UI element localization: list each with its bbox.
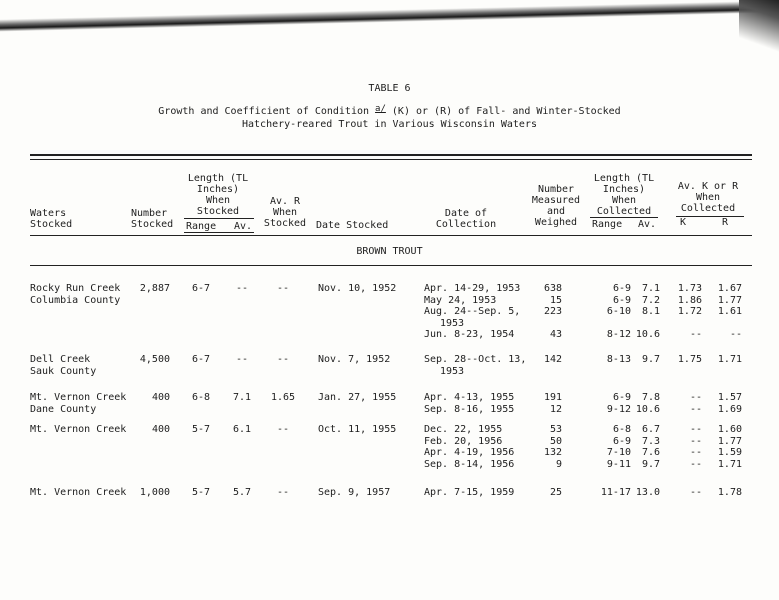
header-range-collected: Range [592, 219, 623, 230]
range-collected: 9-12 [606, 403, 631, 415]
header-number-stocked [131, 208, 173, 230]
collection-date: Apr. 4-13, 1955 [424, 392, 515, 403]
range-collected: 7-10 [606, 447, 631, 458]
header-ls-1: Length (TL [187, 173, 249, 184]
range-collected: 9-11 [606, 458, 631, 470]
r-value: 1.69 [717, 403, 742, 415]
av-collected: 13.0 [635, 487, 660, 498]
header-measured-1: Number [537, 184, 575, 195]
range-collected: 6-9 [612, 283, 631, 294]
water-name: Dell Creek [30, 354, 91, 365]
k-value: -- [689, 329, 702, 340]
title-text-a: Growth and Coefficient of Condition [158, 106, 376, 117]
range-collected: 6-9 [612, 392, 631, 403]
r-value: 1.78 [717, 487, 742, 498]
top-rule [30, 154, 752, 156]
number-measured: 638 [543, 283, 562, 294]
number-measured: 50 [549, 435, 562, 447]
avr-stocked: 1.65 [270, 392, 296, 403]
header-collection-1: Date of [444, 208, 488, 219]
top-rule-thin [30, 159, 752, 160]
water-name: Dane County [30, 403, 97, 415]
range-stocked: 6-7 [191, 283, 211, 294]
r-value: 1.60 [717, 424, 742, 435]
avr-stocked: -- [276, 487, 290, 498]
av-stocked: -- [235, 354, 249, 365]
k-value: -- [689, 392, 702, 403]
collection-date: Feb. 20, 1956 [424, 435, 503, 447]
av-stocked: 7.1 [232, 392, 252, 403]
r-value: 1.61 [717, 306, 742, 317]
header-kr-collected [672, 181, 744, 214]
av-collected: 7.1 [641, 283, 660, 294]
header-avr-3: Stocked [263, 218, 307, 229]
r-value: 1.59 [717, 447, 742, 458]
collection-date: Sep. 28--Oct. 13, [424, 354, 527, 365]
water-name: Mt. Vernon Creek [30, 392, 127, 403]
collection-date: Aug. 24--Sep. 5, [424, 306, 521, 317]
k-value: -- [689, 424, 702, 435]
header-kr-3: Collected [680, 203, 736, 214]
number-measured: 191 [543, 392, 562, 403]
r-value: 1.67 [717, 283, 742, 294]
av-stocked: -- [235, 283, 249, 294]
k-value: -- [689, 458, 702, 470]
header-k: K [680, 217, 687, 228]
date-stocked: Nov. 7, 1952 [318, 354, 391, 365]
av-collected: 10.6 [635, 329, 660, 340]
range-stocked: 6-7 [191, 354, 211, 365]
water-name: Rocky Run Creek [30, 283, 121, 294]
avr-stocked: -- [276, 424, 290, 435]
length-stocked-rule [184, 218, 254, 219]
header-collection-2: Collection [435, 219, 497, 230]
number-stocked: 400 [151, 424, 170, 435]
header-avr-1: Av. R [269, 196, 301, 207]
collection-date: Dec. 22, 1955 [424, 424, 503, 435]
av-collected: 7.2 [641, 294, 660, 306]
avr-stocked: -- [276, 354, 290, 365]
header-lc-4: Collected [596, 206, 652, 217]
avr-stocked: -- [276, 283, 290, 294]
r-value: 1.71 [717, 458, 742, 470]
number-measured: 25 [549, 487, 562, 498]
section-brown-trout: BROWN TROUT [356, 246, 423, 257]
date-stocked: Jan. 27, 1955 [318, 392, 397, 403]
header-measured-2: Measured [531, 195, 581, 206]
number-measured: 132 [543, 447, 562, 458]
header-measured [530, 184, 582, 228]
header-av-stocked: Av. [234, 221, 253, 232]
av-stocked: 5.7 [232, 487, 252, 498]
number-stocked: 400 [151, 392, 170, 403]
k-value: 1.72 [677, 306, 702, 317]
collection-date: May 24, 1953 [424, 294, 497, 306]
av-collected: 6.7 [641, 424, 660, 435]
av-collected: 9.7 [641, 458, 660, 470]
header-lc-3: When [611, 195, 637, 206]
title-footnote-mark: a/ [375, 104, 386, 114]
header-length-stocked [182, 173, 254, 217]
collection-date: Apr. 4-19, 1956 [424, 447, 515, 458]
header-av-collected: Av. [638, 219, 657, 230]
header-waters [30, 208, 72, 230]
r-value: 1.77 [717, 435, 742, 447]
header-measured-4: Weighed [534, 217, 578, 228]
length-collected-rule [590, 217, 658, 218]
range-stocked: 5-7 [191, 487, 211, 498]
number-stocked: 4,500 [139, 354, 170, 365]
number-measured: 43 [549, 329, 562, 340]
header-waters-2: Stocked [30, 219, 73, 230]
header-kr-1: Av. K or R [677, 181, 739, 192]
date-stocked: Sep. 9, 1957 [318, 487, 391, 498]
av-collected: 9.7 [641, 354, 660, 365]
length-stocked-rule-bottom [184, 232, 254, 233]
header-lc-1: Length (TL [593, 173, 655, 184]
r-value: -- [729, 329, 742, 340]
range-stocked: 5-7 [191, 424, 211, 435]
collection-date: Apr. 7-15, 1959 [424, 487, 515, 498]
range-collected: 6-8 [612, 424, 631, 435]
range-collected: 6-9 [612, 294, 631, 306]
k-value: 1.73 [677, 283, 702, 294]
table-title-line1 [0, 106, 779, 117]
collection-date: 1953 [440, 317, 465, 329]
r-value: 1.77 [717, 294, 742, 306]
av-collected: 7.8 [641, 392, 660, 403]
header-waters-1: Waters [30, 208, 67, 219]
water-name: Mt. Vernon Creek [30, 487, 127, 498]
header-kr-2: When [695, 192, 721, 203]
scan-shadow-corner [739, 0, 779, 60]
water-name: Sauk County [30, 365, 97, 377]
number-measured: 223 [543, 306, 562, 317]
title-text-b: (K) or (R) of Fall- and Winter-Stocked [385, 106, 621, 117]
collection-date: Sep. 8-16, 1955 [424, 403, 515, 415]
header-date-stocked: Date Stocked [316, 220, 389, 231]
av-collected: 10.6 [635, 403, 660, 415]
range-collected: 8-13 [606, 354, 631, 365]
range-collected: 6-9 [612, 435, 631, 447]
k-value: 1.75 [677, 354, 702, 365]
header-r: R [722, 217, 729, 228]
header-measured-3: and [546, 206, 566, 217]
collection-date: Apr. 14-29, 1953 [424, 283, 521, 294]
number-measured: 15 [549, 294, 562, 306]
collection-date: Sep. 8-14, 1956 [424, 458, 515, 470]
table-label: TABLE 6 [368, 83, 411, 94]
av-collected: 7.3 [641, 435, 660, 447]
range-collected: 8-12 [606, 329, 631, 340]
k-value: -- [689, 447, 702, 458]
header-ls-3: When [205, 195, 231, 206]
k-value: -- [689, 403, 702, 415]
header-avr-stocked [261, 196, 309, 229]
collection-date: Jun. 8-23, 1954 [424, 329, 515, 340]
number-measured: 142 [543, 354, 562, 365]
section-rule [30, 265, 752, 266]
k-value: 1.86 [677, 294, 702, 306]
number-measured: 53 [549, 424, 562, 435]
k-value: -- [689, 435, 702, 447]
header-avr-2: When [272, 207, 298, 218]
date-stocked: Oct. 11, 1955 [318, 424, 397, 435]
range-collected: 6-10 [606, 306, 631, 317]
av-collected: 8.1 [641, 306, 660, 317]
number-stocked: 1,000 [139, 487, 170, 498]
k-value: -- [689, 487, 702, 498]
r-value: 1.57 [717, 392, 742, 403]
header-length-collected [588, 173, 660, 217]
number-stocked: 2,887 [139, 283, 170, 294]
header-ls-2: Inches) [196, 184, 240, 195]
date-stocked: Nov. 10, 1952 [318, 283, 397, 294]
header-ls-4: Stocked [196, 206, 240, 217]
header-number-1: Number [131, 208, 168, 219]
av-collected: 7.6 [641, 447, 660, 458]
collection-date: 1953 [440, 365, 465, 377]
range-stocked: 6-8 [191, 392, 211, 403]
header-lc-2: Inches) [602, 184, 646, 195]
kr-rule [676, 216, 744, 217]
water-name: Columbia County [30, 294, 121, 306]
av-stocked: 6.1 [232, 424, 252, 435]
header-date-collection [428, 208, 504, 230]
table-title-line2: Hatchery-reared Trout in Various Wisconsin Waters [241, 119, 537, 130]
water-name: Mt. Vernon Creek [30, 424, 127, 435]
number-measured: 9 [555, 458, 562, 470]
number-measured: 12 [549, 403, 562, 415]
scan-shadow-edge [0, 0, 779, 32]
range-collected: 11-17 [600, 487, 631, 498]
r-value: 1.71 [717, 354, 742, 365]
header-range-stocked: Range [186, 221, 217, 232]
header-bottom-rule [30, 235, 752, 236]
header-number-2: Stocked [131, 219, 174, 230]
